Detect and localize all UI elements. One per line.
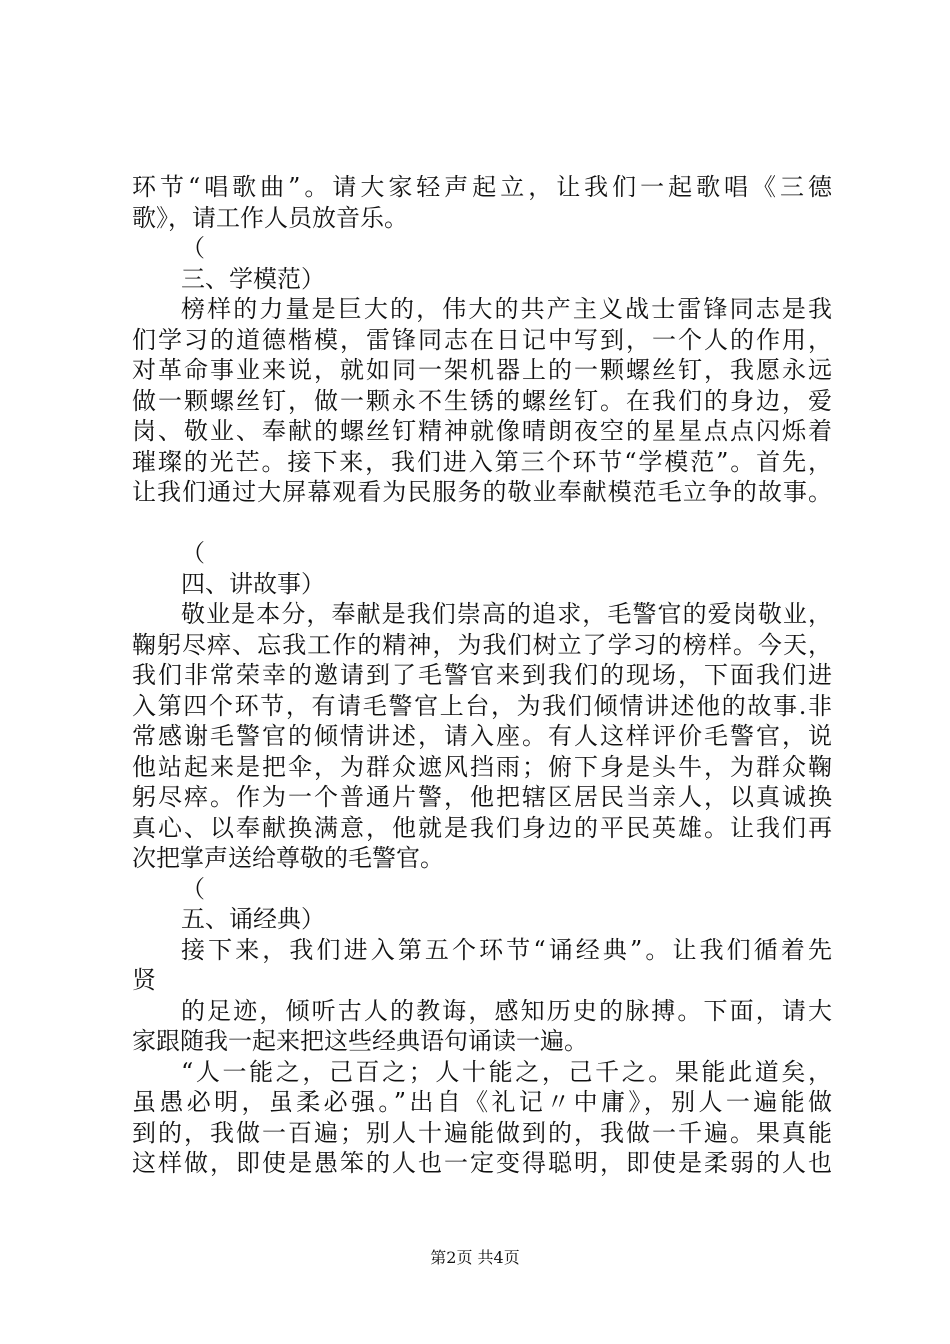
text-line: 四、讲故事）: [181, 569, 325, 598]
text-line: 让我们通过大屏幕观看为民服务的敬业奉献模范毛立争的故事。: [132, 478, 832, 506]
text-line: 榜样的力量是巨大的，伟大的共产主义战士雷锋同志是我: [181, 295, 832, 323]
text-line: 鞠躬尽瘁、忘我工作的精神，为我们树立了学习的榜样。今天，: [132, 630, 832, 659]
text-line: 次把掌声送给尊敬的毛警官。: [132, 844, 444, 872]
text-line: 对革命事业来说，就如同一架机器上的一颗螺丝钉，我愿永远: [132, 356, 832, 384]
text-line: 虽愚必明，虽柔必强。”出自《礼记〃中庸》，别人一遍能做: [132, 1088, 832, 1116]
text-line: （: [181, 874, 205, 903]
text-line: 入第四个环节，有请毛警官上台，为我们倾情讲述他的故事.非: [132, 691, 832, 720]
text-line: 岗、敬业、奉献的螺丝钉精神就像晴朗夜空的星星点点闪烁着: [132, 417, 832, 445]
page-footer: 第2页 共4页: [430, 1248, 520, 1267]
text-line: 做一颗螺丝钉，做一颗永不生锈的螺丝钉。在我们的身边，爱: [132, 386, 832, 415]
text-line: 常感谢毛警官的倾情讲述，请入座。有人这样评价毛警官，说: [132, 722, 832, 750]
text-line: 躬尽瘁。作为一个普通片警，他把辖区居民当亲人，以真诚换: [132, 783, 832, 811]
text-line: 三、学模范）: [181, 264, 325, 293]
text-line: （: [181, 539, 205, 567]
text-line: 环节“唱歌曲”。请大家轻声起立，让我们一起歌唱《三德: [132, 173, 832, 201]
text-line: （: [181, 234, 205, 262]
text-line: 们学习的道德楷模，雷锋同志在日记中写到，一个人的作用，: [132, 325, 832, 354]
blank-line: [132, 508, 832, 539]
text-line: 我们非常荣幸的邀请到了毛警官来到我们的现场，下面我们进: [132, 661, 832, 689]
text-line: 五、诵经典）: [181, 905, 325, 933]
text-line: 璀璨的光芒。接下来，我们进入第三个环节“学模范”。首先，: [132, 447, 832, 476]
text-line: 歌》，请工作人员放音乐。: [132, 203, 408, 232]
text-line: 这样做，即使是愚笨的人也一定变得聪明，即使是柔弱的人也: [132, 1149, 832, 1177]
document-body: [132, 172, 832, 1179]
text-line: 敬业是本分，奉献是我们崇高的追求，毛警官的爱岗敬业，: [181, 600, 832, 628]
text-line: 他站起来是把伞，为群众遮风挡雨；俯下身是头牛，为群众鞠: [132, 752, 832, 781]
text-line: 接下来，我们进入第五个环节“诵经典”。让我们循着先: [181, 935, 832, 964]
text-line: 的足迹，倾听古人的教诲，感知历史的脉搏。下面，请大: [181, 996, 832, 1025]
text-line: 真心、以奉献换满意，他就是我们身边的平民英雄。让我们再: [132, 813, 832, 842]
text-line: 到的，我做一百遍；别人十遍能做到的，我做一千遍。果真能: [132, 1118, 832, 1147]
text-line: 家跟随我一起来把这些经典语句诵读一遍。: [132, 1027, 588, 1055]
text-line: “人一能之，己百之；人十能之，己千之。果能此道矣，: [181, 1057, 832, 1086]
text-line: 贤: [132, 966, 156, 994]
